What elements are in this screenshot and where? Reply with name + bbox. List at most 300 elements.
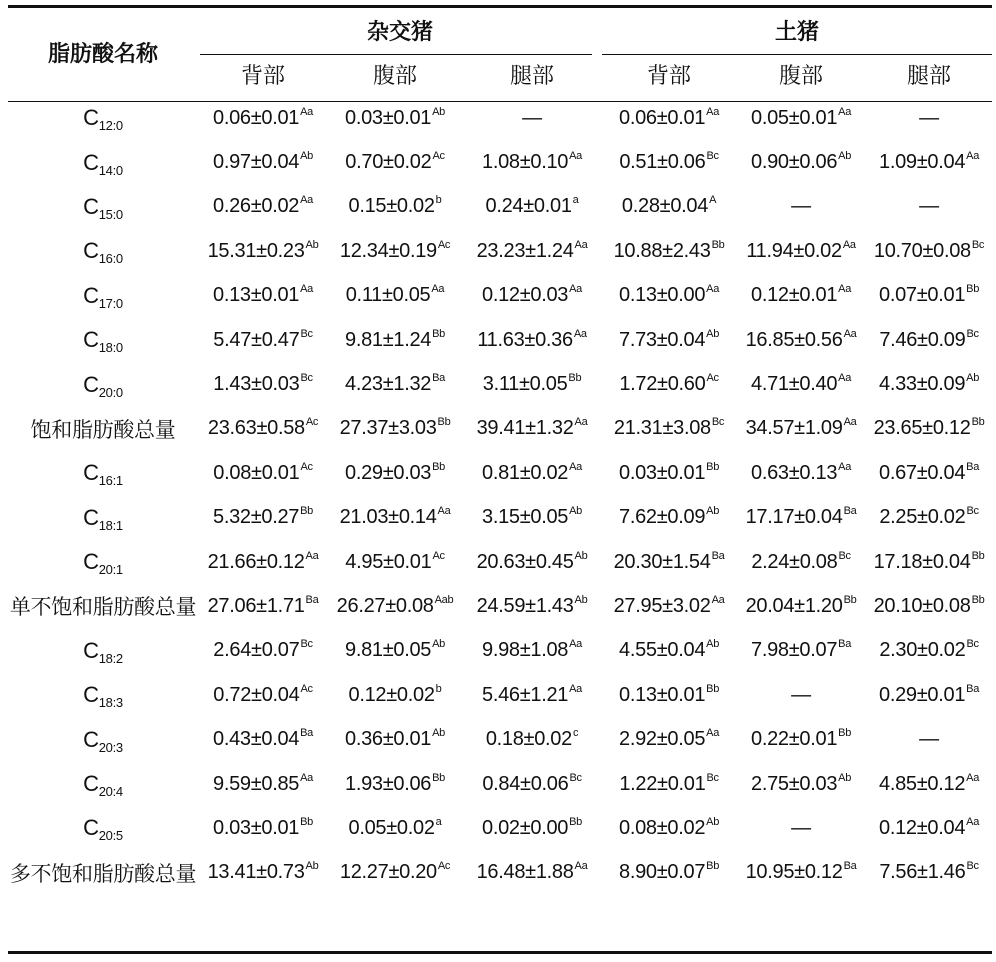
significance-letter: Ab bbox=[574, 549, 588, 562]
significance-letter: Aa bbox=[574, 238, 588, 251]
value-cell bbox=[602, 407, 736, 451]
mean-sd-value: 0.84±0.06 bbox=[482, 772, 569, 795]
significance-letter: A bbox=[709, 194, 717, 207]
mean-sd-value: 0.26±0.02 bbox=[213, 195, 300, 218]
value-cell bbox=[198, 629, 328, 673]
value-cell bbox=[462, 762, 602, 806]
mean-sd-value: 0.08±0.02 bbox=[619, 816, 706, 839]
table-row bbox=[8, 96, 992, 140]
mean-sd-value: — bbox=[791, 683, 811, 706]
value-cell bbox=[328, 496, 462, 540]
mean-sd-value: 5.47±0.47 bbox=[213, 328, 300, 351]
mean-sd-value: 0.43±0.04 bbox=[213, 728, 300, 751]
significance-letter: Bc bbox=[971, 238, 985, 251]
value-cell bbox=[328, 362, 462, 406]
significance-letter: Aa bbox=[300, 105, 313, 118]
value-cell bbox=[328, 451, 462, 495]
value-cell bbox=[328, 717, 462, 761]
value-cell bbox=[736, 274, 866, 318]
significance-letter: Ac bbox=[300, 460, 313, 473]
mean-sd-value: 9.81±0.05 bbox=[345, 639, 432, 662]
significance-letter: Ab bbox=[574, 593, 588, 606]
significance-letter: Aa bbox=[838, 372, 852, 385]
mean-sd-value: 10.88±2.43 bbox=[613, 239, 711, 262]
mean-sd-value: 5.32±0.27 bbox=[213, 506, 300, 529]
value-cell bbox=[866, 496, 992, 540]
significance-letter: Aa bbox=[966, 771, 980, 784]
value-cell bbox=[866, 851, 992, 895]
mean-sd-value: 23.23±1.24 bbox=[476, 239, 574, 262]
fatty-acid-name bbox=[8, 806, 198, 850]
mean-sd-value: 0.06±0.01 bbox=[213, 106, 300, 129]
mean-sd-value: 4.85±0.12 bbox=[879, 772, 966, 795]
significance-letter: Ba bbox=[432, 372, 445, 385]
significance-letter: a bbox=[435, 815, 442, 828]
mean-sd-value: 17.18±0.04 bbox=[873, 550, 971, 573]
value-cell bbox=[602, 629, 736, 673]
significance-letter: Bb bbox=[711, 238, 725, 251]
significance-letter: Aa bbox=[569, 460, 582, 473]
value-cell bbox=[602, 540, 736, 584]
mean-sd-value: 20.10±0.08 bbox=[873, 594, 971, 617]
table-row bbox=[8, 629, 992, 673]
value-cell bbox=[462, 185, 602, 229]
significance-letter: Aa bbox=[574, 416, 588, 429]
value-cell bbox=[736, 806, 866, 850]
significance-letter: Bb bbox=[706, 460, 720, 473]
significance-letter: Aa bbox=[300, 194, 313, 207]
fatty-acid-name bbox=[8, 274, 198, 318]
value-cell bbox=[602, 496, 736, 540]
significance-letter: Ba bbox=[966, 682, 980, 695]
value-cell bbox=[736, 629, 866, 673]
fatty-acid-subscript: 20:3 bbox=[98, 739, 123, 755]
header-group-hybrid-pig: 杂交猪 bbox=[367, 18, 434, 44]
mean-sd-value: 3.11±0.05 bbox=[482, 373, 568, 396]
mean-sd-value: 4.95±0.01 bbox=[345, 550, 432, 573]
mean-sd-value: 0.12±0.04 bbox=[879, 816, 966, 839]
mean-sd-value: — bbox=[522, 106, 542, 129]
value-cell bbox=[866, 451, 992, 495]
value-cell bbox=[602, 185, 736, 229]
value-cell bbox=[328, 318, 462, 362]
mean-sd-value: 0.90±0.06 bbox=[751, 151, 838, 174]
fatty-acid-label: 单不饱和脂肪酸总量 bbox=[9, 596, 197, 620]
fatty-acid-label: C bbox=[83, 637, 99, 663]
significance-letter: Aa bbox=[711, 593, 725, 606]
value-cell bbox=[462, 318, 602, 362]
fatty-acid-table bbox=[8, 8, 992, 895]
significance-letter: Aa bbox=[838, 460, 852, 473]
significance-letter: Bb bbox=[971, 593, 985, 606]
mean-sd-value: 1.72±0.60 bbox=[619, 373, 706, 396]
value-cell bbox=[328, 229, 462, 273]
table-row bbox=[8, 717, 992, 761]
fatty-acid-subscript: 16:1 bbox=[98, 473, 123, 489]
mean-sd-value: 2.30±0.02 bbox=[879, 639, 966, 662]
significance-letter: Aa bbox=[842, 238, 856, 251]
mean-sd-value: 7.62±0.09 bbox=[619, 506, 706, 529]
mean-sd-value: 0.70±0.02 bbox=[345, 151, 432, 174]
table-row bbox=[8, 762, 992, 806]
fatty-acid-subscript: 20:5 bbox=[98, 828, 123, 844]
mean-sd-value: 20.30±1.54 bbox=[613, 550, 711, 573]
significance-letter: Ba bbox=[843, 505, 857, 518]
table-row bbox=[8, 318, 992, 362]
table-row bbox=[8, 806, 992, 850]
significance-letter: Bb bbox=[568, 372, 582, 385]
significance-letter: Bc bbox=[966, 505, 979, 518]
value-cell bbox=[736, 96, 866, 140]
significance-letter: Aa bbox=[305, 549, 319, 562]
value-cell bbox=[736, 496, 866, 540]
value-cell bbox=[198, 851, 328, 895]
mean-sd-value: 0.24±0.01 bbox=[485, 195, 572, 218]
value-cell bbox=[866, 229, 992, 273]
mean-sd-value: 20.63±0.45 bbox=[476, 550, 574, 573]
significance-letter: Ac bbox=[300, 682, 313, 695]
significance-letter: Ba bbox=[843, 860, 857, 873]
mean-sd-value: 0.08±0.01 bbox=[213, 461, 300, 484]
value-cell bbox=[866, 185, 992, 229]
significance-letter: Ba bbox=[711, 549, 725, 562]
table-row bbox=[8, 185, 992, 229]
value-cell bbox=[198, 229, 328, 273]
fatty-acid-name bbox=[8, 584, 198, 628]
significance-letter: Bc bbox=[966, 638, 979, 651]
fatty-acid-subscript: 18:1 bbox=[98, 517, 123, 533]
value-cell bbox=[736, 540, 866, 584]
fatty-acid-subscript: 15:0 bbox=[98, 206, 123, 222]
fatty-acid-subscript: 12:0 bbox=[98, 118, 123, 134]
mean-sd-value: 2.92±0.05 bbox=[619, 728, 706, 751]
fatty-acid-label: C bbox=[83, 682, 99, 708]
significance-letter: Aa bbox=[706, 105, 720, 118]
mean-sd-value: 7.73±0.04 bbox=[619, 328, 706, 351]
fatty-acid-subscript: 20:1 bbox=[98, 562, 123, 578]
fatty-acid-label: 饱和脂肪酸总量 bbox=[30, 418, 176, 442]
value-cell bbox=[198, 540, 328, 584]
significance-letter: Bb bbox=[971, 416, 985, 429]
value-cell bbox=[866, 673, 992, 717]
value-cell bbox=[866, 540, 992, 584]
significance-letter: b bbox=[435, 682, 442, 695]
value-cell bbox=[866, 274, 992, 318]
significance-letter: Bb bbox=[300, 815, 313, 828]
table-row bbox=[8, 362, 992, 406]
significance-letter: Aa bbox=[569, 682, 582, 695]
mean-sd-value: 9.81±1.24 bbox=[345, 328, 432, 351]
significance-letter: Aab bbox=[434, 593, 454, 606]
fatty-acid-name bbox=[8, 229, 198, 273]
table-row bbox=[8, 451, 992, 495]
mean-sd-value: 7.98±0.07 bbox=[751, 639, 838, 662]
fatty-acid-name bbox=[8, 185, 198, 229]
mean-sd-value: 0.29±0.01 bbox=[879, 683, 966, 706]
significance-letter: Ba bbox=[838, 638, 852, 651]
fatty-acid-subscript: 18:3 bbox=[98, 695, 123, 711]
significance-letter: Ac bbox=[432, 549, 445, 562]
mean-sd-value: 8.90±0.07 bbox=[619, 861, 706, 884]
mean-sd-value: 23.65±0.12 bbox=[873, 417, 971, 440]
header-sub-leg: 腿部 bbox=[907, 63, 952, 89]
value-cell bbox=[602, 673, 736, 717]
value-cell bbox=[602, 362, 736, 406]
value-cell bbox=[198, 274, 328, 318]
value-cell bbox=[198, 362, 328, 406]
mean-sd-value: 21.03±0.14 bbox=[339, 506, 437, 529]
significance-letter: Aa bbox=[843, 327, 857, 340]
mean-sd-value: 12.27±0.20 bbox=[339, 861, 437, 884]
value-cell bbox=[462, 451, 602, 495]
mean-sd-value: 11.63±0.36 bbox=[477, 328, 573, 351]
fatty-acid-label: C bbox=[83, 726, 99, 752]
value-cell bbox=[462, 274, 602, 318]
significance-letter: Bc bbox=[711, 416, 725, 429]
mean-sd-value: 13.41±0.73 bbox=[207, 861, 305, 884]
value-cell bbox=[198, 717, 328, 761]
mean-sd-value: 0.07±0.01 bbox=[879, 284, 966, 307]
value-cell bbox=[602, 229, 736, 273]
value-cell bbox=[866, 318, 992, 362]
mean-sd-value: 0.05±0.01 bbox=[751, 106, 838, 129]
mean-sd-value: 21.31±3.08 bbox=[613, 417, 711, 440]
mean-sd-value: 0.29±0.03 bbox=[345, 461, 432, 484]
mean-sd-value: 27.06±1.71 bbox=[207, 594, 305, 617]
value-cell bbox=[198, 140, 328, 184]
mean-sd-value: 2.75±0.03 bbox=[751, 772, 838, 795]
value-cell bbox=[736, 318, 866, 362]
significance-letter: Bb bbox=[706, 682, 720, 695]
significance-letter: Ab bbox=[569, 505, 582, 518]
mean-sd-value: 2.25±0.02 bbox=[879, 506, 966, 529]
fatty-acid-label: C bbox=[83, 282, 99, 308]
mean-sd-value: 4.23±1.32 bbox=[345, 373, 432, 396]
value-cell bbox=[602, 140, 736, 184]
significance-letter: Aa bbox=[966, 150, 980, 163]
value-cell bbox=[602, 318, 736, 362]
value-cell bbox=[328, 185, 462, 229]
significance-letter: Bb bbox=[971, 549, 985, 562]
mean-sd-value: 0.13±0.01 bbox=[619, 683, 706, 706]
mean-sd-value: 1.22±0.01 bbox=[619, 772, 706, 795]
value-cell bbox=[198, 762, 328, 806]
mean-sd-value: 10.95±0.12 bbox=[745, 861, 843, 884]
header-name-column: 脂肪酸名称 bbox=[47, 40, 158, 66]
fatty-acid-label: C bbox=[83, 149, 99, 175]
mean-sd-value: 24.59±1.43 bbox=[476, 594, 574, 617]
significance-letter: Bc bbox=[300, 327, 313, 340]
value-cell bbox=[866, 362, 992, 406]
value-cell bbox=[866, 629, 992, 673]
significance-letter: Ac bbox=[305, 416, 319, 429]
significance-letter: Ab bbox=[966, 372, 980, 385]
mean-sd-value: 5.46±1.21 bbox=[482, 683, 569, 706]
value-cell bbox=[866, 96, 992, 140]
significance-letter: Ab bbox=[706, 505, 720, 518]
fatty-acid-subscript: 17:0 bbox=[98, 295, 123, 311]
mean-sd-value: 27.37±3.03 bbox=[339, 417, 437, 440]
table-row bbox=[8, 851, 992, 895]
value-cell bbox=[198, 673, 328, 717]
significance-letter: Bb bbox=[437, 416, 451, 429]
value-cell bbox=[866, 762, 992, 806]
value-cell bbox=[602, 96, 736, 140]
mean-sd-value: 4.33±0.09 bbox=[879, 373, 966, 396]
header-sub-back: 背部 bbox=[647, 63, 692, 89]
fatty-acid-subscript: 20:4 bbox=[98, 784, 123, 800]
value-cell bbox=[736, 851, 866, 895]
table-row bbox=[8, 274, 992, 318]
value-cell bbox=[198, 806, 328, 850]
mean-sd-value: 0.97±0.04 bbox=[213, 151, 300, 174]
fatty-acid-name bbox=[8, 540, 198, 584]
value-cell bbox=[602, 584, 736, 628]
value-cell bbox=[602, 451, 736, 495]
header-sub-belly: 腹部 bbox=[779, 63, 824, 89]
fatty-acid-label: C bbox=[83, 193, 99, 219]
value-cell bbox=[602, 851, 736, 895]
mean-sd-value: 9.98±1.08 bbox=[482, 639, 569, 662]
mean-sd-value: 12.34±0.19 bbox=[339, 239, 437, 262]
mean-sd-value: 9.59±0.85 bbox=[213, 772, 300, 795]
header-sub-back: 背部 bbox=[240, 63, 285, 89]
mean-sd-value: 0.06±0.01 bbox=[619, 106, 706, 129]
fatty-acid-label: C bbox=[83, 549, 99, 575]
value-cell bbox=[736, 229, 866, 273]
value-cell bbox=[866, 140, 992, 184]
mean-sd-value: 0.11±0.05 bbox=[345, 284, 431, 307]
mean-sd-value: 0.72±0.04 bbox=[213, 683, 300, 706]
fatty-acid-name bbox=[8, 451, 198, 495]
significance-letter: Aa bbox=[838, 283, 852, 296]
significance-letter: Bb bbox=[432, 460, 445, 473]
significance-letter: Ab bbox=[706, 815, 720, 828]
value-cell bbox=[462, 851, 602, 895]
value-cell bbox=[198, 96, 328, 140]
fatty-acid-label: C bbox=[83, 504, 99, 530]
value-cell bbox=[328, 96, 462, 140]
significance-letter: Bb bbox=[966, 283, 980, 296]
mean-sd-value: 0.15±0.02 bbox=[348, 195, 435, 218]
value-cell bbox=[736, 762, 866, 806]
value-cell bbox=[602, 806, 736, 850]
mean-sd-value: 34.57±1.09 bbox=[745, 417, 843, 440]
significance-letter: c bbox=[572, 727, 579, 740]
table-row bbox=[8, 540, 992, 584]
table-row bbox=[8, 140, 992, 184]
value-cell bbox=[736, 584, 866, 628]
significance-letter: Aa bbox=[706, 727, 720, 740]
mean-sd-value: 11.94±0.02 bbox=[746, 239, 842, 262]
significance-letter: Bb bbox=[300, 505, 313, 518]
value-cell bbox=[328, 806, 462, 850]
significance-letter: Ab bbox=[706, 638, 720, 651]
value-cell bbox=[198, 496, 328, 540]
mean-sd-value: 0.36±0.01 bbox=[345, 728, 432, 751]
value-cell bbox=[462, 673, 602, 717]
significance-letter: Ac bbox=[706, 372, 719, 385]
value-cell bbox=[462, 140, 602, 184]
fatty-acid-name bbox=[8, 851, 198, 895]
value-cell bbox=[328, 540, 462, 584]
significance-letter: Aa bbox=[300, 771, 313, 784]
header-sub-leg: 腿部 bbox=[510, 63, 555, 89]
mean-sd-value: 0.03±0.01 bbox=[213, 816, 300, 839]
mean-sd-value: 10.70±0.08 bbox=[873, 239, 971, 262]
value-cell bbox=[462, 806, 602, 850]
fatty-acid-subscript: 14:0 bbox=[98, 162, 123, 178]
table-row bbox=[8, 407, 992, 451]
significance-letter: Bc bbox=[569, 771, 582, 784]
value-cell bbox=[866, 717, 992, 761]
significance-letter: Aa bbox=[966, 815, 980, 828]
significance-letter: Bb bbox=[706, 860, 720, 873]
fatty-acid-label: C bbox=[83, 815, 99, 841]
mean-sd-value: 0.12±0.03 bbox=[482, 284, 569, 307]
value-cell bbox=[328, 673, 462, 717]
mean-sd-value: 0.03±0.01 bbox=[619, 461, 706, 484]
value-cell bbox=[328, 140, 462, 184]
mean-sd-value: 0.03±0.01 bbox=[345, 106, 432, 129]
value-cell bbox=[198, 318, 328, 362]
value-cell bbox=[736, 140, 866, 184]
mean-sd-value: 0.02±0.00 bbox=[482, 816, 569, 839]
mean-sd-value: 3.15±0.05 bbox=[482, 506, 569, 529]
significance-letter: Aa bbox=[569, 150, 582, 163]
value-cell bbox=[866, 407, 992, 451]
mean-sd-value: 0.05±0.02 bbox=[348, 816, 435, 839]
significance-letter: Ba bbox=[966, 460, 980, 473]
significance-letter: Aa bbox=[437, 505, 451, 518]
mean-sd-value: 0.22±0.01 bbox=[751, 728, 838, 751]
significance-letter: Ab bbox=[432, 727, 445, 740]
value-cell bbox=[462, 717, 602, 761]
significance-letter: Bc bbox=[838, 549, 851, 562]
mean-sd-value: 16.48±1.88 bbox=[476, 861, 574, 884]
value-cell bbox=[736, 362, 866, 406]
mean-sd-value: 21.66±0.12 bbox=[207, 550, 305, 573]
value-cell bbox=[462, 584, 602, 628]
fatty-acid-label: C bbox=[83, 371, 99, 397]
significance-letter: Aa bbox=[573, 327, 587, 340]
significance-letter: Ac bbox=[437, 238, 451, 251]
mean-sd-value: 0.67±0.04 bbox=[879, 461, 966, 484]
value-cell bbox=[198, 584, 328, 628]
value-cell bbox=[602, 762, 736, 806]
fatty-acid-name bbox=[8, 629, 198, 673]
significance-letter: Aa bbox=[300, 283, 313, 296]
significance-letter: Bc bbox=[706, 150, 719, 163]
significance-letter: Ba bbox=[300, 727, 313, 740]
mean-sd-value: 7.56±1.46 bbox=[879, 861, 966, 884]
value-cell bbox=[866, 584, 992, 628]
mean-sd-value: 4.55±0.04 bbox=[619, 639, 706, 662]
value-cell bbox=[328, 407, 462, 451]
value-cell bbox=[602, 717, 736, 761]
header-sub-belly: 腹部 bbox=[372, 63, 417, 89]
significance-letter: Ab bbox=[305, 860, 319, 873]
value-cell bbox=[736, 185, 866, 229]
significance-letter: Bb bbox=[838, 727, 852, 740]
fatty-acid-label: C bbox=[83, 327, 99, 353]
value-cell bbox=[462, 407, 602, 451]
significance-letter: Ab bbox=[706, 327, 720, 340]
fatty-acid-subscript: 20:0 bbox=[98, 384, 123, 400]
mean-sd-value: 23.63±0.58 bbox=[207, 417, 305, 440]
fatty-acid-subscript: 18:0 bbox=[98, 340, 123, 356]
significance-letter: Ab bbox=[838, 771, 852, 784]
